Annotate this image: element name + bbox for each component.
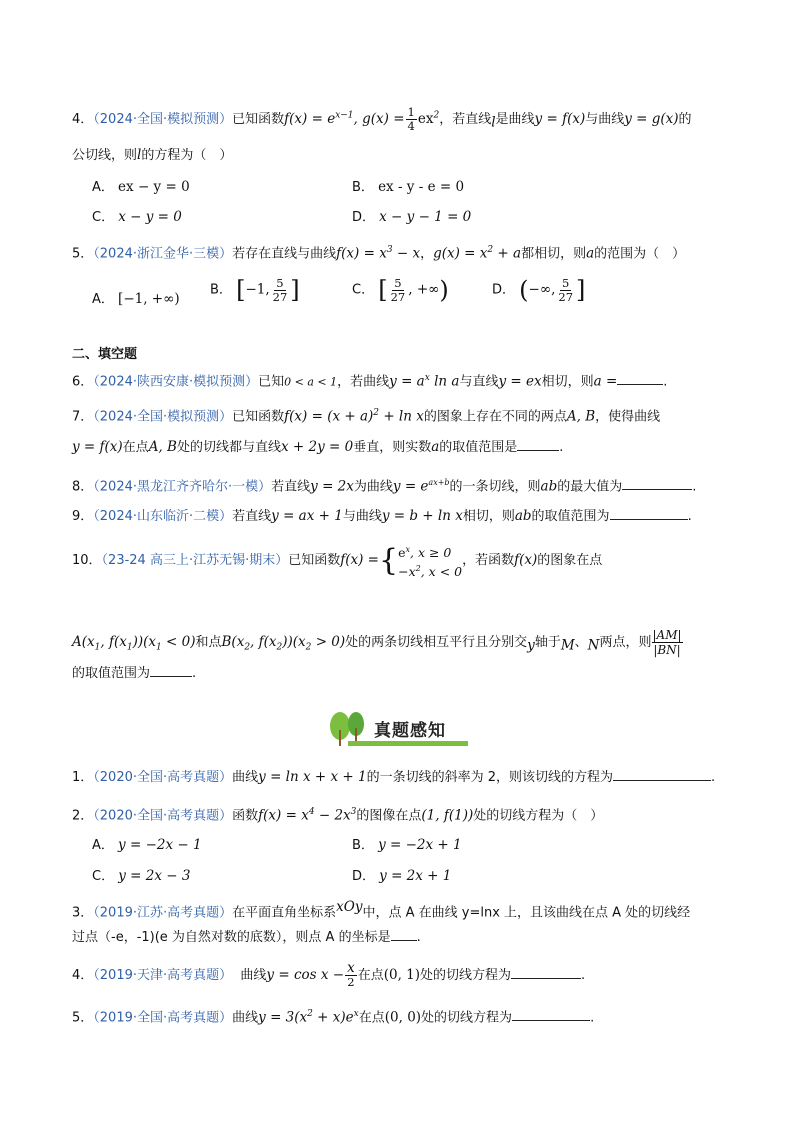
source-tag: （2024·全国·模拟预测）: [93, 112, 233, 127]
fraction: $\frac{1}{4}$: [407, 105, 415, 133]
piecewise-brace: { $e^x$, x ≥ 0 $-x^2$, x < 0: [379, 542, 463, 579]
r2-option-c[interactable]: C． y = 2x − 3: [92, 868, 191, 884]
q4-option-a[interactable]: A． ex − y = 0: [92, 179, 190, 195]
answer-blank[interactable]: [517, 438, 559, 451]
answer-blank[interactable]: [610, 507, 688, 520]
answer-blank[interactable]: [150, 664, 192, 677]
q4-line1: 4．（2024·全国·模拟预测）已知函数$f(x) = e^{x-1}$, g(x) = $\frac{1}{4}$ $ex^2$，若直线$_l$是曲线y = f(x)与曲线y = g(x)的: [72, 105, 692, 133]
q5-option-c[interactable]: C． [ $\frac{5}{27}$ , +∞): [352, 275, 449, 304]
source-tag: （2024·全国·模拟预测）: [93, 409, 233, 425]
answer-blank[interactable]: [511, 966, 581, 979]
answer-blank[interactable]: [391, 928, 417, 941]
q10-line3: 的取值范围为 .: [72, 666, 197, 681]
source-tag: （2019·江苏·高考真题）: [93, 905, 233, 921]
q4-line2: 公切线，则l的方程为（ ）: [72, 147, 233, 163]
q6-line: 6．（2024·陕西安康·模拟预测）已知0 < a < 1，若曲线$y = a^x$ ln a与直线y = ex相切，则a = .: [72, 373, 668, 390]
q4-option-b[interactable]: B． ex - y - e = 0: [352, 179, 465, 195]
source-tag: （2019·天津·高考真题）: [93, 968, 233, 983]
source-tag: （2020·全国·高考真题）: [93, 770, 233, 785]
q4-option-d[interactable]: D． x − y − 1 = 0: [352, 209, 472, 225]
q7-line1: 7．（2024·全国·模拟预测）已知函数$f(x) = (x + a)^2 + \ln x$的图象上存在不同的两点A, B，使得曲线: [72, 408, 661, 425]
answer-blank[interactable]: [613, 768, 711, 781]
badge-title: 真题感知: [374, 721, 446, 741]
fraction: $\frac{x}{2}$: [347, 960, 355, 989]
section-badge: [326, 708, 468, 752]
q5-line1: 5．（2024·浙江金华·三模）若存在直线与曲线$f(x) = x^3 - x$，$g(x) = x^2 + a$都相切，则a的范围为（ ）: [72, 245, 686, 262]
answer-blank[interactable]: [512, 1008, 590, 1021]
q5-option-a[interactable]: A． [−1, +∞): [92, 291, 180, 307]
source-tag: （23-24 高三上·江苏无锡·期末）: [101, 553, 289, 568]
answer-blank[interactable]: [622, 477, 692, 490]
section-heading: 二、填空题: [72, 347, 138, 362]
q8-line: 8．（2024·黑龙江齐齐哈尔·一模）若直线y = 2x为曲线$y = e^{ax+b}$的一条切线，则ab的最大值为 .: [72, 478, 697, 495]
r5-line: 5．（2019·全国·高考真题）曲线$y = 3(x^2 + x)e^x$在点(0, 0)处的切线方程为 .: [72, 1009, 595, 1026]
q5-option-b[interactable]: B． [−1, $\frac{5}{27}$ ]: [210, 275, 300, 304]
r1-line: 1．（2020·全国·高考真题）曲线y = ln x + x + 1的一条切线的斜率为 2，则该切线的方程为 .: [72, 769, 716, 785]
q10-line1: 10．（23-24 高三上·江苏无锡·期末）已知函数f(x) = { $e^x$, x ≥ 0 $-x^2$, x < 0 ，若函数f(x)的图象在点: [72, 542, 603, 579]
r3-line2: 过点（-e，-1)(e 为自然对数的底数），则点 A 的坐标是 .: [72, 930, 421, 945]
r2-option-d[interactable]: D． y = 2x + 1: [352, 868, 452, 884]
r2-line: 2．（2020·全国·高考真题）函数$f(x) = x^4 - 2x^3$的图像在点(1, f(1))处的切线方程为（ ）: [72, 807, 604, 824]
source-tag: （2019·全国·高考真题）: [93, 1010, 233, 1026]
r4-line: 4．（2019·天津·高考真题） 曲线y = cos x − $\frac{x}{2}$ 在点(0, 1)处的切线方程为 .: [72, 960, 586, 989]
q7-line2: y = f(x)在点A, B处的切线都与直线x + 2y = 0垂直，则实数a的取值范围是 .: [72, 439, 564, 455]
q9-line: 9．（2024·山东临沂·二模）若直线y = ax + 1与曲线y = b + ln x相切，则ab的取值范围为 .: [72, 508, 692, 524]
badge-underline: [348, 741, 468, 746]
answer-blank[interactable]: [617, 372, 663, 385]
q10-line2: $A(x_1$, $f(x_1))(x_1 < 0)$和点$B(x_2$, $f(x_2))(x_2 > 0)$处的两条切线相互平行且分别交$_y$轴于$_M$、$_N$两点，则 $\frac{|AM|}{|BN|}$: [72, 628, 682, 657]
q5-option-d[interactable]: D． (−∞, $\frac{5}{27}$ ]: [492, 275, 586, 304]
question-number: 4．: [72, 112, 94, 127]
q4-option-c[interactable]: C． x − y = 0: [92, 209, 182, 225]
source-tag: （2020·全国·高考真题）: [93, 808, 233, 824]
source-tag: （2024·浙江金华·三模）: [93, 246, 233, 262]
r2-option-a[interactable]: A． y = −2x − 1: [92, 837, 202, 853]
source-tag: （2024·陕西安康·模拟预测）: [93, 374, 259, 390]
source-tag: （2024·黑龙江齐齐哈尔·一模）: [93, 479, 272, 495]
r2-option-b[interactable]: B． y = −2x + 1: [352, 837, 462, 853]
source-tag: （2024·山东临沂·二模）: [93, 509, 233, 524]
ratio-fraction: $\frac{|AM|}{|BN|}$: [652, 628, 682, 657]
r3-line1: 3．（2019·江苏·高考真题）在平面直角坐标系$^{xOy}$中，点 A 在曲线 y=lnx 上，且该曲线在点 A 处的切线经: [72, 899, 691, 921]
